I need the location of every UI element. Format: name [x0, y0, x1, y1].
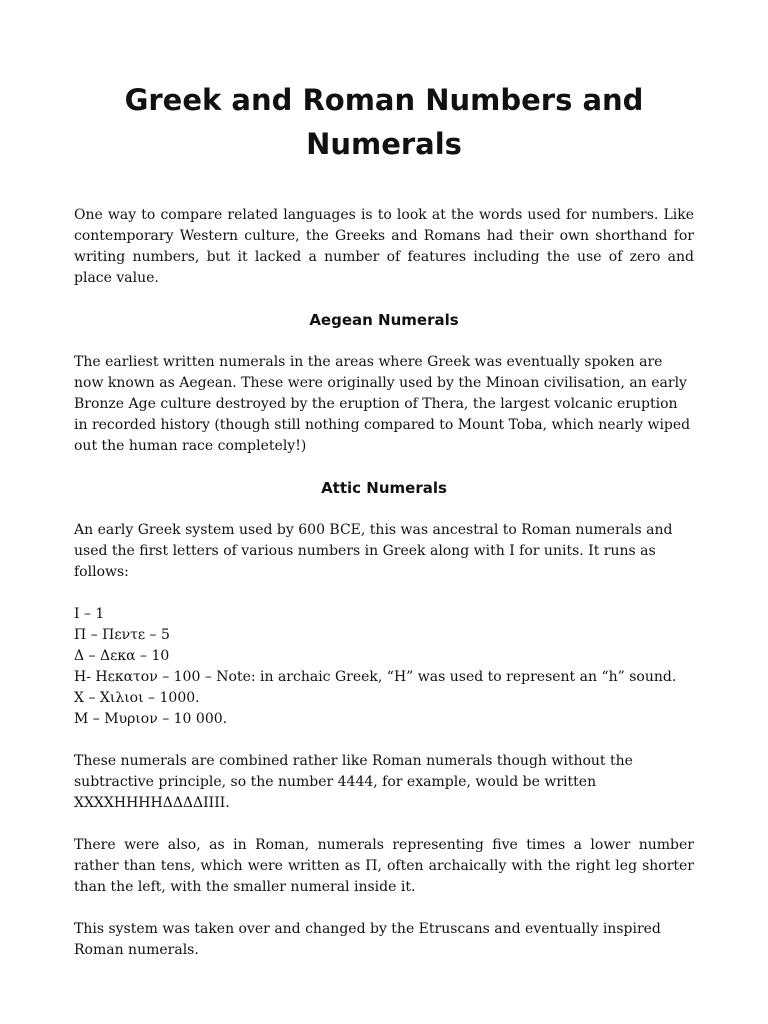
page-title [0, 78, 768, 166]
aegean-heading: Aegean Numerals [309, 311, 459, 329]
page-title-line-2: Numerals [306, 127, 462, 161]
list-item: Δ – Δεκα – 10 [74, 648, 170, 664]
list-item: H- Hεκατον – 100 – Note: in archaic Greek, “H” was used to represent an “h” sound. [74, 669, 677, 685]
list-item: I – 1 [74, 606, 105, 622]
five-times-paragraph: There were also, as in Roman, numerals representing five times a lower number rather than tens, which were written as Π, often archaically with the right leg shorter than the left, with the smaller numeral inside it. [74, 837, 694, 895]
list-item: Π – Πεντε – 5 [74, 627, 170, 643]
page-title-line-1: Greek and Roman Numbers and [124, 83, 644, 117]
aegean-paragraph: The earliest written numerals in the areas where Greek was eventually spoken are now known as Aegean. These were originally used by the Minoan civilisation, an early Bronze Age culture destroyed by the eruption of Thera, the largest volcanic eruption in recorded history (though still nothing compared to Mount Toba, which nearly wiped out the human race completely!) [74, 354, 691, 454]
attic-intro-paragraph: An early Greek system used by 600 BCE, this was ancestral to Roman numerals and used the first letters of various numbers in Greek along with I for units. It runs as follows: [74, 522, 673, 580]
list-item: X – Χιλιοι – 1000. [74, 690, 200, 706]
intro-paragraph: One way to compare related languages is to look at the words used for numbers. Like contemporary Western culture, the Greeks and Romans had their own shorthand for writing numbers, but it lacked a number of features including the use of zero and place value. [74, 207, 694, 286]
list-item: M – Μυριον – 10 000. [74, 711, 228, 727]
attic-heading: Attic Numerals [321, 479, 447, 497]
document-body [74, 205, 694, 982]
combination-paragraph: These numerals are combined rather like Roman numerals though without the subtractive principle, so the number 4444, for example, would be written XXXXHHHHΔΔΔΔIIII. [74, 753, 633, 811]
etruscan-paragraph: This system was taken over and changed by the Etruscans and eventually inspired Roman numerals. [74, 921, 661, 958]
attic-numeral-list [74, 604, 694, 730]
